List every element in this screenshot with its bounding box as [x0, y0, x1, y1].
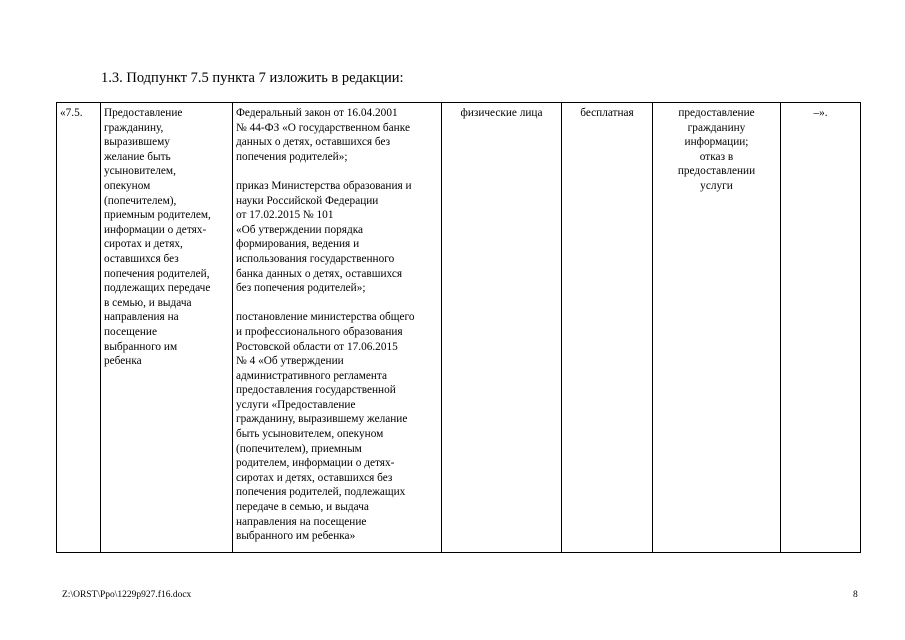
service-name-line: желание быть [104, 150, 171, 163]
cell-cost: бесплатная [562, 103, 653, 553]
cell-result [653, 103, 781, 553]
legal-basis-line: данных о детях, оставшихся без [236, 136, 391, 149]
cell-legal-basis [233, 103, 442, 553]
legal-basis-line: и профессионального образования [236, 325, 403, 338]
legal-basis-line: выбранного им ребенка» [236, 530, 356, 543]
service-name-line: (попечителем), [104, 194, 177, 207]
legal-basis-line: сиротах и детях, оставшихся без [236, 471, 393, 484]
service-name-line: сиротах и детях, [104, 238, 183, 251]
page-number: 8 [853, 590, 858, 600]
legal-basis-line: формирования, ведения и [236, 238, 360, 251]
result-line: предоставление [678, 107, 755, 119]
result-line: гражданину [687, 121, 746, 134]
section-heading: 1.3. Подпункт 7.5 пункта 7 изложить в редакции: [101, 70, 404, 86]
table-row [57, 103, 861, 553]
cell-number: «7.5. [57, 103, 101, 553]
service-name-line: информации о детях- [104, 223, 207, 236]
legal-basis-line: родителем, информации о детях- [236, 457, 395, 470]
legal-basis-line: гражданину, выразившему желание [236, 413, 408, 426]
cell-end-mark: –». [781, 103, 861, 553]
legal-basis-line: Федеральный закон от 16.04.2001 [236, 107, 398, 119]
service-name-line: приемным родителем, [104, 209, 211, 222]
service-name-line: опекуном [104, 179, 151, 192]
service-name-line: оставшихся без [104, 252, 179, 265]
legal-basis-line: от 17.02.2015 № 101 [236, 209, 334, 222]
legal-basis-line: науки Российской Федерации [236, 194, 379, 207]
legal-basis-line: приказ Министерства образования и [236, 179, 412, 192]
service-name-line: посещение [104, 325, 157, 338]
legal-basis-line: (попечителем), приемным [236, 442, 362, 455]
legal-basis-text [236, 106, 438, 544]
service-name-line: ребенка [104, 355, 142, 368]
service-name-line: направления на [104, 311, 179, 324]
legal-basis-line: попечения родителей»; [236, 150, 348, 163]
result-line: отказ в [699, 150, 734, 163]
legal-basis-line: № 4 «Об утверждении [236, 355, 344, 368]
service-name-text [104, 106, 229, 369]
result-line: услуги [700, 179, 733, 192]
legal-basis-line: передаче в семью, и выдача [236, 501, 369, 514]
legal-basis-line: предоставления государственной [236, 384, 396, 397]
legal-basis-line: без попечения родителей»; [236, 282, 366, 295]
legal-basis-line: № 44-ФЗ «О государственном банке [236, 121, 410, 134]
footer-file-path: Z:\ORST\Ppo\1229p927.f16.docx [62, 590, 192, 600]
result-text [656, 106, 777, 194]
legal-basis-line: направления на посещение [236, 515, 367, 528]
service-name-line: выбранного им [104, 340, 178, 353]
legal-basis-line: «Об утверждении порядка [236, 223, 364, 236]
legal-basis-line: административного регламента [236, 369, 388, 382]
paragraph-spacer [236, 296, 438, 311]
legal-basis-line: услуги «Предоставление [236, 398, 356, 411]
legal-basis-line: Ростовской области от 17.06.2015 [236, 340, 398, 353]
service-name-line: выразившему [104, 136, 170, 149]
result-line: информации; [684, 136, 749, 149]
legal-basis-line: попечения родителей, подлежащих [236, 486, 406, 499]
service-name-line: гражданину, [104, 121, 164, 134]
service-name-line: усыновителем, [104, 165, 176, 178]
legal-basis-line: быть усыновителем, опекуном [236, 428, 384, 441]
service-name-line: попечения родителей, [104, 267, 210, 280]
services-table [56, 102, 861, 553]
legal-basis-line: банка данных о детях, оставшихся [236, 267, 403, 280]
cell-service-name [101, 103, 233, 553]
cell-recipients: физические лица [442, 103, 562, 553]
service-name-line: Предоставление [104, 107, 183, 119]
legal-basis-line: использования государственного [236, 252, 395, 265]
service-name-line: подлежащих передаче [104, 282, 211, 295]
legal-basis-line: постановление министерства общего [236, 311, 415, 324]
paragraph-spacer [236, 164, 438, 179]
service-name-line: в семью, и выдача [104, 296, 192, 309]
result-line: предоставлении [677, 165, 756, 178]
